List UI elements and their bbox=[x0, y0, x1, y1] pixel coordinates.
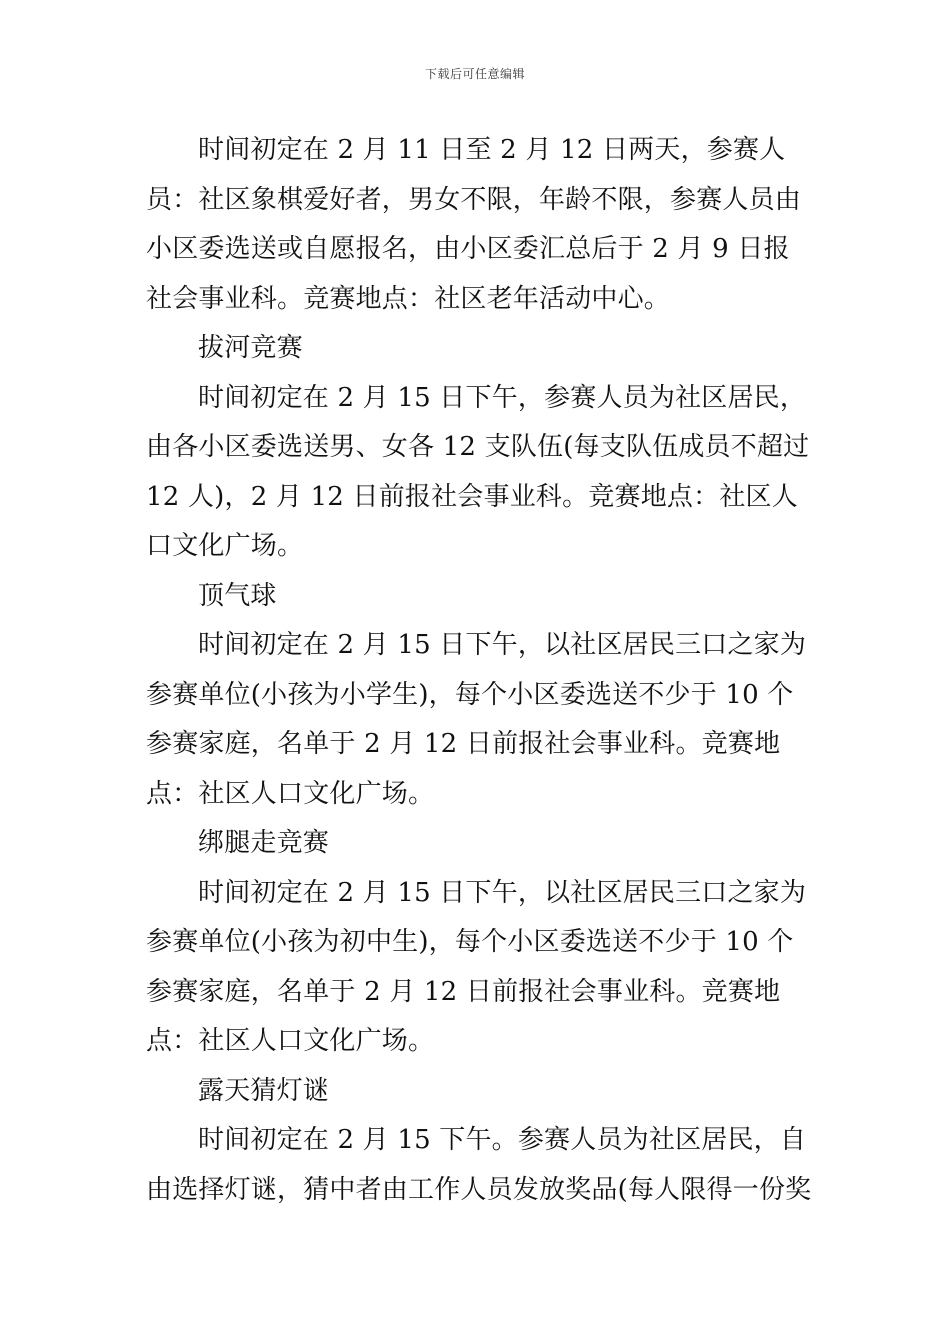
paragraph-tug-of-war-details: 时间初定在 2 月 15 日下午，参赛人员为社区居民，由各小区委选送男、女各 12 支队伍(每支队伍成员不超过 12 人)，2 月 12 日前报社会事业科。竞赛地点：社区人口文化广场。 bbox=[146, 382, 810, 561]
page-header: 下载后可任意编辑 bbox=[424, 67, 525, 81]
section-heading-tug-of-war: 拔河竞赛 bbox=[198, 333, 303, 363]
document-body bbox=[146, 126, 812, 1215]
paragraph-balloon-details: 时间初定在 2 月 15 日下午，以社区居民三口之家为参赛单位(小孩为小学生)，每个小区委选送不少于 10 个参赛家庭，名单于 2 月 12 日前报社会事业科。竞赛地点：社区人口文化广场。 bbox=[146, 630, 807, 809]
section-heading-lantern-riddles: 露天猜灯谜 bbox=[198, 1075, 330, 1106]
paragraph-lantern-riddles-details: 时间初定在 2 月 15 下午。参赛人员为社区居民，自由选择灯谜，猜中者由工作人员发放奖品(每人限得一份奖 bbox=[146, 1125, 812, 1205]
section-heading-three-legged-race: 绑腿走竞赛 bbox=[198, 828, 330, 858]
section-heading-balloon-heading: 顶气球 bbox=[198, 580, 277, 611]
paragraph-chess-details: 时间初定在 2 月 11 日至 2 月 12 日两天，参赛人员：社区象棋爱好者，男女不限，年龄不限，参赛人员由小区委选送或自愿报名，由小区委汇总后于 2 月 9 日报社会事业科。竞赛地点：社区老年活动中心。 bbox=[146, 135, 802, 314]
paragraph-three-legged-race-details: 时间初定在 2 月 15 日下午，以社区居民三口之家为参赛单位(小孩为初中生)，每个小区委选送不少于 10 个参赛家庭，名单于 2 月 12 日前报社会事业科。竞赛地点：社区人口文化广场。 bbox=[146, 877, 807, 1056]
